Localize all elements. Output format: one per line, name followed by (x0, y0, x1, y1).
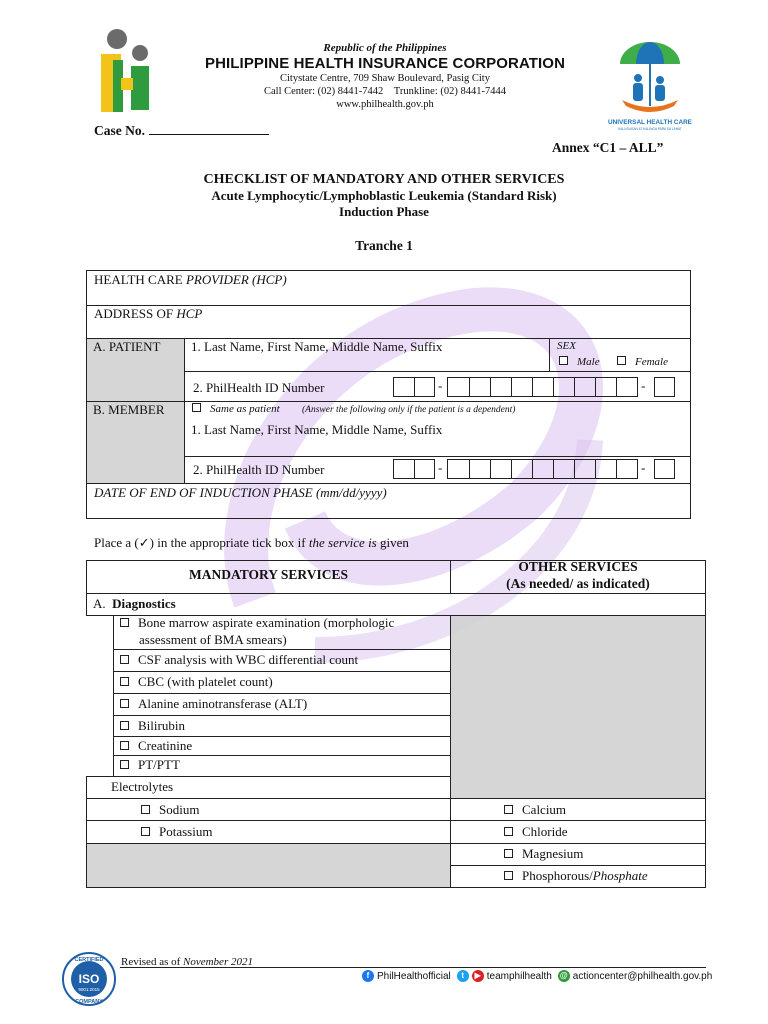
form-titles (84, 172, 684, 220)
id-dash: - (438, 460, 443, 475)
service-item-creatinine[interactable]: Creatinine (120, 738, 192, 754)
iso-number: 9001:2015 (78, 987, 100, 992)
twitter-icon: t (457, 970, 469, 982)
email-icon: @ (558, 970, 570, 982)
case-number-blank[interactable] (149, 123, 269, 135)
member-philhealth-id-label: 2. PhilHealth ID Number (193, 462, 325, 477)
tranche-label: Tranche 1 (355, 238, 413, 253)
service-checkbox[interactable] (120, 655, 129, 664)
universal-health-care-logo (598, 40, 702, 132)
service-checkbox[interactable] (120, 677, 129, 686)
action-center-email: actioncenter@philhealth.gov.ph (572, 970, 713, 982)
case-number-label: Case No. (94, 123, 145, 138)
member-id-box-group-1[interactable] (393, 459, 435, 479)
uhc-logo-text: UNIVERSAL HEALTH CARE (608, 119, 692, 126)
male-checkbox[interactable] (559, 356, 568, 365)
service-item-bilirubin[interactable]: Bilirubin (120, 718, 185, 734)
electrolytes-label: Electrolytes (111, 779, 174, 794)
diagnostics-section-label: A. Diagnostics (93, 596, 176, 611)
patient-label: A. PATIENT (93, 339, 161, 354)
checkmark-icon: ✓ (138, 535, 150, 550)
website: www.philhealth.gov.ph (336, 99, 434, 110)
id-dash: - (438, 378, 443, 393)
id-dash: - (641, 378, 646, 393)
service-item-calcium[interactable]: Calcium (504, 802, 566, 818)
annex-label: Annex “C1 – ALL” (552, 140, 664, 155)
service-row-chloride (450, 820, 706, 844)
patient-id-box-group-1[interactable] (393, 377, 435, 397)
service-checkbox[interactable] (504, 871, 513, 880)
facebook-icon: f (362, 970, 374, 982)
sex-label: SEX (557, 340, 576, 352)
philhealth-logo (97, 28, 155, 116)
service-row-calcium (450, 798, 706, 821)
corporation-name: PHILIPPINE HEALTH INSURANCE CORPORATION (204, 55, 566, 72)
member-id-box-group-3[interactable] (654, 459, 675, 479)
form-title: CHECKLIST OF MANDATORY AND OTHER SERVICES (203, 172, 565, 187)
trunkline: Trunkline: (02) 8441-7444 (393, 86, 506, 97)
diagnostics-section-row (86, 593, 706, 616)
member-label: B. MEMBER (93, 402, 165, 417)
service-checkbox[interactable] (504, 805, 513, 814)
service-item-csf[interactable]: CSF analysis with WBC differential count (120, 652, 358, 668)
other-services-header: OTHER SERVICES (518, 559, 638, 574)
patient-name-label: 1. Last Name, First Name, Middle Name, Suffix (191, 339, 443, 354)
youtube-icon: ▶ (472, 970, 484, 982)
service-item-sodium[interactable]: Sodium (141, 802, 199, 818)
patient-philhealth-id-label: 2. PhilHealth ID Number (193, 380, 325, 395)
sex-female-option[interactable] (617, 356, 668, 368)
service-checkbox[interactable] (120, 618, 129, 627)
contact-numbers (185, 85, 585, 98)
service-item-potassium[interactable]: Potassium (141, 824, 212, 840)
republic-text: Republic of the Philippines (323, 42, 447, 54)
social-links (362, 970, 712, 982)
iso-bottom-text: COMPANY (75, 999, 103, 1005)
patient-id-box-group-2[interactable] (447, 377, 638, 397)
revision-note: Revised as of November 2021 (121, 956, 253, 968)
form-subtitle: Acute Lymphocytic/Lymphoblastic Leukemia (Standard Risk) (211, 188, 557, 203)
dependent-note: (Answer the following only if the patient is a dependent) (302, 405, 516, 415)
same-as-patient-checkbox[interactable] (192, 403, 201, 412)
service-item-cbc[interactable]: CBC (with platelet count) (120, 674, 273, 690)
patient-id-box-group-3[interactable] (654, 377, 675, 397)
iso-top-text: CERTIFIED (74, 957, 104, 963)
service-checkbox[interactable] (504, 827, 513, 836)
case-number-field[interactable] (94, 123, 269, 139)
hcp-label: HEALTH CARE PROVIDER (HCP) (94, 272, 287, 287)
service-item-chloride[interactable]: Chloride (504, 824, 568, 840)
service-checkbox[interactable] (120, 699, 129, 708)
service-item-pt-ptt[interactable]: PT/PTT (120, 757, 180, 773)
twitter-youtube-handle: teamphilhealth (486, 970, 552, 982)
service-checkbox[interactable] (120, 721, 129, 730)
service-checkbox[interactable] (141, 805, 150, 814)
service-item-alt[interactable]: Alanine aminotransferase (ALT) (120, 696, 307, 712)
mandatory-services-header: MANDATORY SERVICES (189, 567, 348, 582)
service-checkbox[interactable] (120, 760, 129, 769)
service-item-bma[interactable]: Bone marrow aspirate examination (morphologic (120, 615, 394, 631)
form-phase: Induction Phase (339, 204, 429, 219)
date-end-induction-label: DATE OF END OF INDUCTION PHASE (mm/dd/yyyy) (94, 485, 387, 500)
call-center: Call Center: (02) 8441-7442 (264, 86, 384, 97)
service-item-phosphorous[interactable]: Phosphorous/Phosphate (504, 868, 648, 884)
service-checkbox[interactable] (141, 827, 150, 836)
corporation-address: Citystate Centre, 709 Shaw Boulevard, Pasig City (280, 73, 490, 84)
id-dash: - (641, 460, 646, 475)
female-checkbox[interactable] (617, 356, 626, 365)
mandatory-na-block (86, 843, 451, 888)
service-item-magnesium[interactable]: Magnesium (504, 846, 583, 862)
iso-certified-badge (62, 952, 116, 1006)
sex-male-option[interactable] (559, 356, 600, 368)
service-item-bma-cont: assessment of BMA smears) (139, 632, 287, 647)
service-checkbox[interactable] (120, 741, 129, 750)
letterhead (185, 42, 585, 111)
hcp-address-label: ADDRESS OF HCP (94, 306, 203, 321)
footer-divider (120, 967, 706, 968)
service-checkbox[interactable] (504, 849, 513, 858)
other-services-na-block (450, 615, 706, 799)
iso-text: ISO (78, 972, 100, 986)
member-name-label: 1. Last Name, First Name, Middle Name, Suffix (191, 422, 443, 437)
facebook-handle: PhilHealthofficial (377, 970, 451, 982)
same-as-patient-option[interactable] (192, 403, 280, 415)
uhc-logo-subtext: KALUSUGAN AT KALINGA PARA SA LAHAT (618, 127, 682, 131)
other-services-subheader: (As needed/ as indicated) (506, 576, 650, 591)
member-id-box-group-2[interactable] (447, 459, 638, 479)
female-label: Female (635, 356, 668, 368)
male-label: Male (577, 356, 600, 368)
same-as-patient-label: Same as patient (210, 403, 280, 415)
tick-instruction: Place a (✓) in the appropriate tick box if the service is given (94, 535, 409, 550)
